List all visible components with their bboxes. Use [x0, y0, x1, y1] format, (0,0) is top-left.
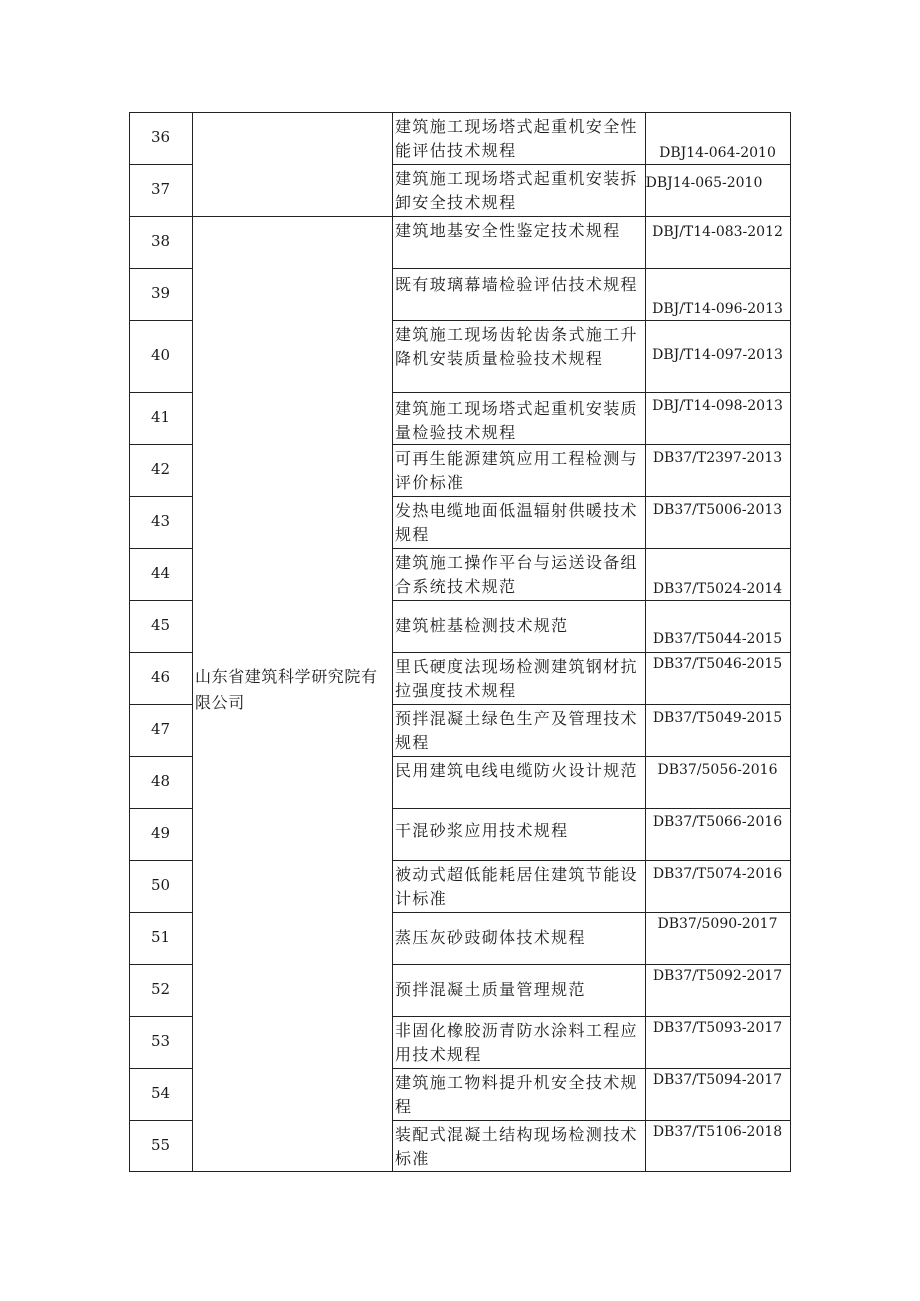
grid-line-row [392, 268, 791, 269]
standard-name: 建筑施工操作平台与运送设备组合系统技术规范 [395, 553, 638, 596]
standard-name: 里氏硬度法现场检测建筑钢材抗拉强度技术规程 [395, 657, 638, 700]
grid-line-row [129, 912, 193, 913]
standard-code: DBJ/T14-097-2013 [652, 347, 783, 363]
grid-line-row [129, 320, 193, 321]
grid-line-row [129, 392, 193, 393]
row-number: 39 [150, 284, 171, 302]
grid-line-row [392, 496, 791, 497]
grid-line-row [392, 164, 791, 165]
grid-line-row [392, 548, 791, 549]
standard-name: 可再生能源建筑应用工程检测与评价标准 [395, 449, 638, 492]
grid-line-name [392, 112, 393, 1172]
grid-line-row [129, 1120, 193, 1121]
standard-name: 建筑施工现场塔式起重机安装质量检验技术规程 [395, 399, 638, 442]
row-number: 54 [150, 1084, 171, 1102]
grid-line-row [392, 1068, 791, 1069]
grid-line-row [129, 548, 193, 549]
row-number: 47 [150, 720, 171, 738]
row-number: 37 [150, 180, 171, 198]
standard-code: DBJ/T14-098-2013 [652, 398, 783, 414]
grid-line-row [392, 652, 791, 653]
row-number: 43 [150, 512, 171, 530]
grid-line-row [129, 1016, 193, 1017]
standard-name: 非固化橡胶沥青防水涂料工程应用技术规程 [395, 1021, 638, 1064]
row-number: 50 [150, 876, 171, 894]
standard-code: DB37/5090-2017 [657, 916, 778, 932]
row-number: 49 [150, 824, 171, 842]
grid-line-row [129, 496, 193, 497]
row-number: 45 [150, 616, 171, 634]
grid-line-row [129, 1171, 791, 1172]
standard-name: 装配式混凝土结构现场检测技术标准 [395, 1125, 638, 1168]
row-number: 51 [150, 928, 171, 946]
grid-line-row [129, 808, 193, 809]
row-number: 41 [150, 408, 171, 426]
grid-line-row [392, 1016, 791, 1017]
standard-code: DB37/T5106-2018 [652, 1124, 783, 1140]
grid-line-row [129, 112, 791, 113]
standard-name: 预拌混凝土绿色生产及管理技术规程 [395, 709, 638, 752]
standard-code: DB37/T5066-2016 [652, 814, 783, 830]
standard-name: 建筑地基安全性鉴定技术规程 [395, 221, 621, 240]
row-number: 36 [150, 128, 171, 146]
grid-line-row [392, 1120, 791, 1121]
standard-code: DB37/T2397-2013 [652, 450, 783, 466]
standard-name: 被动式超低能耗居住建筑节能设计标准 [395, 865, 638, 908]
standard-name: 蒸压灰砂豉砌体技术规程 [395, 928, 586, 947]
grid-line-row [392, 392, 791, 393]
grid-line-row [392, 600, 791, 601]
standard-name: 既有玻璃幕墙检验评估技术规程 [395, 275, 638, 294]
grid-line-row [392, 860, 791, 861]
grid-line-row [129, 704, 193, 705]
organization-name: 山东省建筑科学研究院有限公司 [195, 667, 378, 712]
grid-line-row [392, 912, 791, 913]
standard-code: DB37/T5094-2017 [652, 1072, 783, 1088]
grid-line-row [129, 268, 193, 269]
standard-name: 建筑施工物料提升机安全技术规程 [395, 1073, 638, 1116]
standard-code: DB37/5056-2016 [657, 762, 778, 778]
grid-line-row [392, 320, 791, 321]
standard-code: DB37/T5024-2014 [652, 581, 783, 597]
grid-line-left [129, 112, 130, 1172]
row-number: 38 [150, 232, 171, 250]
standard-name: 建筑施工现场塔式起重机安全性能评估技术规程 [395, 117, 638, 160]
grid-line-row [392, 704, 791, 705]
grid-line-row [392, 756, 791, 757]
standard-name: 民用建筑电线电缆防火设计规范 [395, 761, 638, 780]
standard-code: DBJ/T14-096-2013 [652, 301, 783, 317]
standard-code: DBJ14-065-2010 [645, 175, 763, 191]
grid-line-right [790, 112, 791, 1172]
standard-code: DBJ14-064-2010 [659, 145, 776, 161]
standard-code: DB37/T5049-2015 [652, 710, 783, 726]
standard-code: DB37/T5006-2013 [652, 502, 783, 518]
row-number: 46 [150, 668, 171, 686]
standard-code: DB37/T5093-2017 [652, 1020, 783, 1036]
grid-line-row [129, 444, 193, 445]
standard-name: 发热电缆地面低温辐射供暖技术规程 [395, 501, 638, 544]
grid-line-row [129, 964, 193, 965]
row-number: 40 [150, 346, 171, 364]
standard-code: DBJ/T14-083-2012 [652, 224, 783, 240]
standard-code: DB37/T5092-2017 [652, 968, 783, 984]
grid-line-row [129, 1068, 193, 1069]
grid-line-row [392, 808, 791, 809]
grid-line-row [129, 216, 791, 217]
grid-line-row [129, 860, 193, 861]
standard-name: 建筑施工现场齿轮齿条式施工升降机安装质量检验技术规程 [395, 325, 638, 368]
grid-line-row [392, 964, 791, 965]
standard-name: 干混砂浆应用技术规程 [395, 821, 569, 840]
standard-name: 预拌混凝土质量管理规范 [395, 980, 586, 999]
grid-line-row [129, 756, 193, 757]
standard-name: 建筑施工现场塔式起重机安装拆卸安全技术规程 [395, 169, 638, 212]
standard-name: 建筑桩基检测技术规范 [395, 616, 569, 635]
grid-line-row [129, 164, 193, 165]
grid-line-row [129, 600, 193, 601]
grid-line-number [192, 112, 193, 1172]
standard-code: DB37/T5046-2015 [652, 656, 783, 672]
standard-code: DB37/T5074-2016 [652, 866, 783, 882]
row-number: 53 [150, 1032, 171, 1050]
row-number: 44 [150, 564, 171, 582]
row-number: 48 [150, 772, 171, 790]
standard-code: DB37/T5044-2015 [652, 631, 783, 647]
row-number: 42 [150, 460, 171, 478]
row-number: 55 [150, 1136, 171, 1154]
grid-line-row [129, 652, 193, 653]
row-number: 52 [150, 980, 171, 998]
